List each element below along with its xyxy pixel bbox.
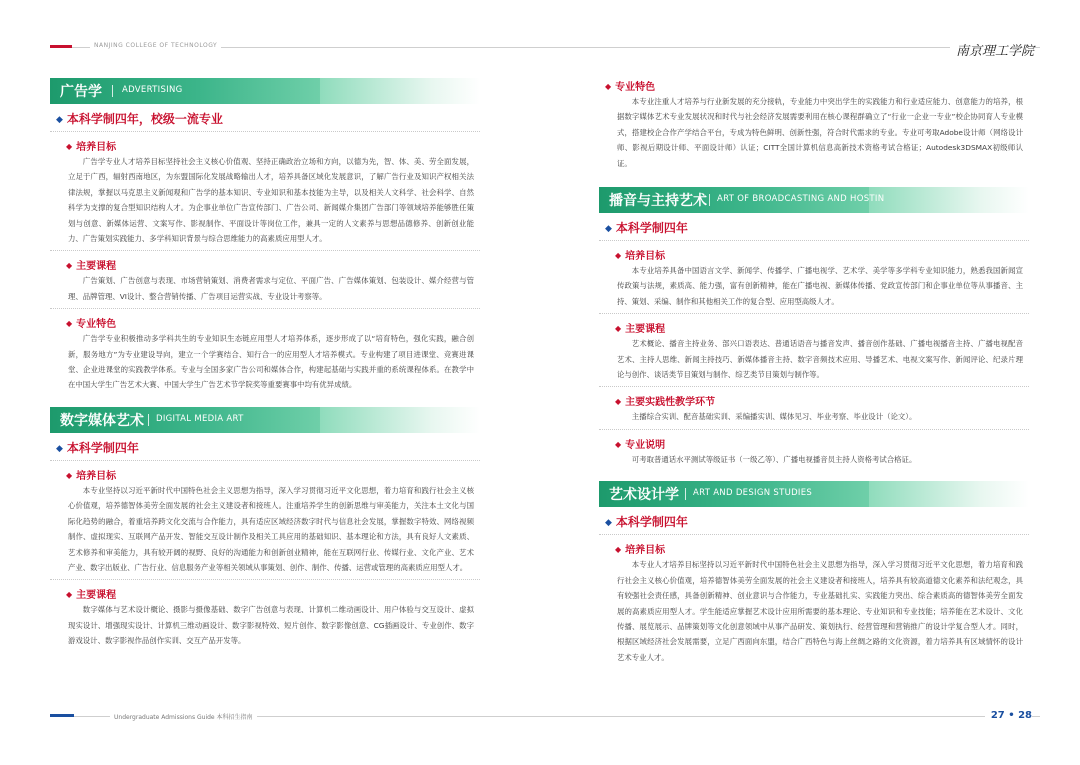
- block-text: 广告学专业人才培养目标坚持社会主义核心价值观、坚持正确政治立场和方向，以德为先，智、体、美、劳全面发展，立足于广西，辐射西南地区，为东盟国际化发展战略输出人才，培养具备区域化发展意识，了解广告行业及知识产权相关法律法规，掌握以马克思主义新闻观和广告学的基本知识、专业知识和基本技能为主导，以及相关人文科学、社会科学、自然科学为支撑的复合型知识结构人才。为企事业单位广告宣传部门、广告公司、新闻媒介集团广告部门等领域培养能够胜任策划与创意、新媒体运营、文案写作、影视制作、平面设计等岗位工作，兼具一定的人文素养与思想品德修养、创新创业能力、广告策划实践能力、多学科知识背景与综合思维能力的高素质应用型人才。: [68, 157, 474, 244]
- section-headline: ◆ 本科学制四年: [605, 515, 688, 530]
- block-text: 可考取普通话水平测试等级证书（一级乙等）、广播电视播音员主持人资格考试合格证。: [631, 454, 917, 464]
- diamond-icon: ◆: [56, 443, 63, 454]
- diamond-icon: ◆: [615, 324, 622, 334]
- diamond-icon: ◆: [605, 224, 612, 235]
- block-title: ◆ 培养目标: [66, 470, 117, 482]
- block-title: ◆ 主要课程: [66, 261, 117, 273]
- diamond-icon: ◆: [615, 545, 622, 555]
- block-title: ◆ 培养目标: [615, 545, 666, 557]
- section-title-en: ART AND DESIGN STUDIES: [693, 488, 813, 499]
- right-column: [599, 78, 1029, 667]
- diamond-icon: ◆: [615, 439, 622, 449]
- block-text: 本专业培养具备中国语言文学、新闻学、传播学、广播电视学、艺术学、美学等多学科专业知识能力，熟悉我国新闻宣传政策与法规，素质高、能力强，富有创新精神，能在广播电视、新媒体传播、党政宣传部门和企事业单位等从事播音、主持、策划、采编、制作和其他相关工作的复合型、应用型高级人才。: [617, 266, 1023, 306]
- block-text: 广告策划、广告创意与表现、市场营销策划、消费者需求与定位、平面广告、广告媒体策划、包装设计、媒介经营与管理、品牌管理、VI设计、整合营销传播、广告项目运营实战、专业设计考察等。: [68, 276, 474, 301]
- diamond-icon: ◆: [66, 261, 73, 271]
- block-text: 本专业人才培养目标坚持以习近平新时代中国特色社会主义思想为指导，深入学习贯彻习近平文化思想，着力培育和践行社会主义核心价值观，培养德智体美劳全面发展的社会主义建设者和接班人，培养具有较高道德文化素养和法纪观念，具有较强社会责任感，具备创新精神、创业意识与合作能力，专业基础扎实、实践能力突出、综合素质高的德智体美劳全面发展的高素质应用型人才。学生能适应掌握艺术设计应用所需要的基本理论、专业知识和专业技能；培养能在艺术设计、文化传播、展览展示、品牌策划等文化创意领域中从事产品研发、策划执行、经营管理和营销推广的设计学复合型人才。同时，根据区域经济社会发展需要，立足广西面向东盟，结合广西特色与海上丝绸之路的文化资源，着力培养具有区域情怀的设计艺术专业人才。: [617, 560, 1023, 662]
- block-title: ◆ 主要课程: [615, 324, 666, 336]
- college-logo: 南京理工学院: [950, 40, 1034, 59]
- dotted-divider: [599, 386, 1029, 387]
- header-college-name: NANJING COLLEGE OF TECHNOLOGY: [90, 42, 221, 49]
- block-text: 数字媒体与艺术设计概论、摄影与摄像基础、数字广告创意与表现、计算机二维动画设计、用户体验与交互设计、虚拟现实设计、增强现实设计、计算机三维动画设计、数字影视特效、短片创作、数字影像创意、CG插画设计、专业创作、数字游戏设计、数字影视作品创作实训、交互产品开发等。: [68, 605, 474, 646]
- dotted-divider: [50, 250, 480, 251]
- block-title: ◆ 培养目标: [615, 251, 666, 263]
- section-title-cn: 艺术设计学: [609, 487, 679, 504]
- footer-guide-label: Undergraduate Admissions Guide 本科招生指南: [110, 712, 257, 721]
- section-headline: ◆ 本科学制四年: [605, 221, 688, 236]
- dotted-divider: [599, 534, 1029, 535]
- section-headline: ◆ 本科学制四年，校级一流专业: [56, 112, 223, 126]
- dotted-divider: [50, 460, 480, 461]
- block-text: 本专业坚持以习近平新时代中国特色社会主义思想为指导，深入学习贯彻习近平文化思想，着力培育和践行社会主义核心价值观，培养德智体美劳全面发展的社会主义建设者和接班人。注重培养学生的创新思维与审美能力，关注本土文化与国际化趋势的融合，着重培养跨文化交流与合作能力，具有适应区域经济数字时代与信息社会发展，掌握数字特效、网络视频制作、虚拟现实、互联网产品开发、智能交互设计制作及相关工具应用的基础知识、基本理论和方法，具有良好人文素质、艺术修养和审美能力，具有较开阔的视野、良好的沟通能力和创新创业精神，能在互联网行业、传媒行业、文化产业、艺术产业、数字出版业、广告行业、信息服务产业等相关领域从事策划、创作、制作、传播、运营或管理的高素质应用型人才。: [68, 485, 474, 572]
- block-text: 艺术概论、播音主持业务、部兴口语表达、普通话语音与播音发声、播音创作基础、广播电视播音主持、广播电视配音艺术、主持人思维、新闻主持技巧、新媒体播音主持、数字音频技术应用、导播艺术、电视文案写作、新闻评论、纪录片理论与创作、谈话类节目策划与制作、综艺类节目策划与制作等。: [617, 339, 1023, 380]
- section-title-en: ADVERTISING: [122, 85, 183, 95]
- dotted-divider: [599, 429, 1029, 430]
- section-title-cn: 广告学: [60, 84, 102, 100]
- block-title: ◆ 培养目标: [66, 142, 117, 153]
- footer-accent-bar: [50, 714, 74, 717]
- section-band-art-design: [599, 481, 1029, 507]
- dotted-divider: [599, 240, 1029, 241]
- diamond-icon: ◆: [66, 590, 73, 600]
- section-band-digital-media: [50, 407, 480, 433]
- block-title: ◆ 主要课程: [66, 590, 117, 602]
- block-title: ◆ 专业特色: [605, 82, 656, 93]
- section-title-cn: 数字媒体艺术: [60, 412, 144, 429]
- page-numbers: 27 • 28: [985, 710, 1032, 721]
- dotted-divider: [50, 579, 480, 580]
- section-band-advertising: [50, 78, 480, 104]
- left-column: [50, 78, 480, 651]
- header-accent-bar: [50, 45, 72, 48]
- section-title-cn: 播音与主持艺术: [609, 193, 707, 210]
- dotted-divider: [50, 131, 480, 132]
- dotted-divider: [50, 308, 480, 309]
- section-band-broadcasting: [599, 187, 1029, 213]
- diamond-icon: ◆: [615, 251, 622, 261]
- diamond-icon: ◆: [605, 82, 612, 91]
- diamond-icon: ◆: [605, 518, 612, 529]
- block-title: ◆ 主要实践性教学环节: [615, 397, 716, 409]
- block-text: 本专业注重人才培养与行业新发展的充分接轨，专业能力中突出学生的实践能力和行业适应能力、创意能力的培养，根据数字媒体艺术专业发展状况和时代与社会经济发展需要利用在核心课程群确立了“行业一企业一专业”校企协同育人专业模式，搭建校企合作产学结合平台，专成为特色鲜明、创新性强，符合时代需求的专业。专业可考取Adobe设计师（网络设计师、影视后期设计师、平面设计师）认证；CITT全国计算机信息高新技术资格考试合格证；Autodesk3DSMAX初级师认证。: [617, 97, 1023, 168]
- section-headline: ◆ 本科学制四年: [56, 440, 139, 455]
- diamond-icon: ◆: [615, 397, 622, 407]
- block-text: 主播综合实训、配音基础实训、采编播实训、媒体见习、毕业考察、毕业设计（论文）。: [631, 412, 917, 422]
- block-text: 广告学专业积极推动多学科共生的专业知识生态链应用型人才培养体系，逐步形成了以“培育特色，强化实践，融合创新，服务地方”为专业建设导向，建立一个学赛结合、知行合一的应用型人才培养模式。专业构建了项目进课堂、竞赛进课堂、企业进课堂的实践教学体系。专业与全国多家广告公司和媒体合作，构建起基础与实践并重的系统课程体系。在教学中在中国大学生广告艺术大赛、中国大学生广告艺术节学院奖等重要赛事中均有优异成绩。: [68, 334, 474, 390]
- section-title-en: ART OF BROADCASTING AND HOSTIN: [717, 194, 885, 205]
- diamond-icon: ◆: [56, 115, 63, 125]
- dotted-divider: [599, 313, 1029, 314]
- diamond-icon: ◆: [66, 470, 73, 480]
- block-title: ◆ 专业说明: [615, 439, 666, 451]
- diamond-icon: ◆: [66, 142, 73, 151]
- diamond-icon: ◆: [66, 319, 73, 329]
- block-title: ◆ 专业特色: [66, 319, 117, 331]
- section-title-en: DIGITAL MEDIA ART: [156, 413, 244, 424]
